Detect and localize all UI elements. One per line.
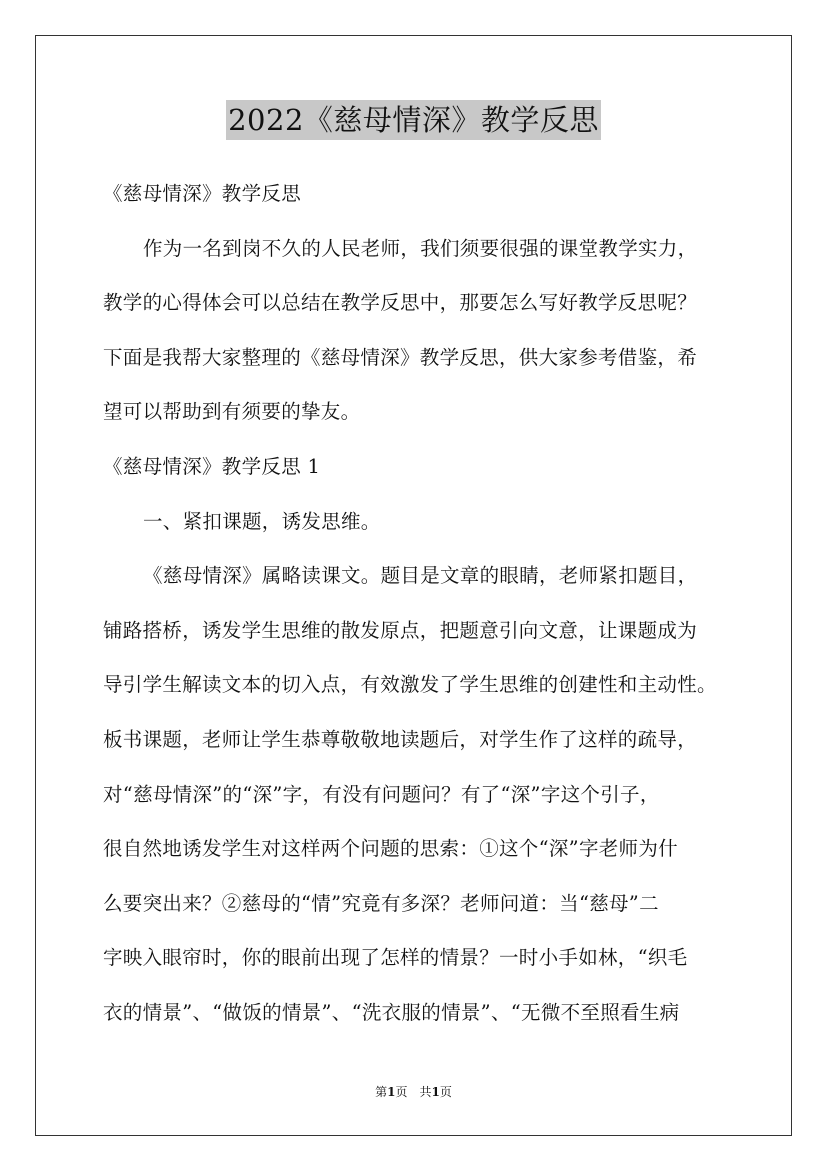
footer-total-suffix: 页 <box>439 1085 452 1099</box>
body-line: 字映入眼帘时，你的眼前出现了怎样的情景？一时小手如林，“织毛 <box>103 946 688 970</box>
body-line: 一、紧扣课题，诱发思维。 <box>143 509 381 533</box>
body-line: 衣的情景”、“做饭的情景”、“洗衣服的情景”、“无微不至照看生病 <box>103 1000 680 1024</box>
body-line: 《慈母情深》教学反思 1 <box>103 454 321 478</box>
title-container <box>0 100 827 140</box>
body-line: 很自然地诱发学生对这样两个问题的思索：①这个“深”字老师为什 <box>103 837 678 861</box>
body-line: 板书课题，老师让学生恭尊敬敬地读题后，对学生作了这样的疏导， <box>103 727 698 751</box>
body-line: 么要突出来？②慈母的“情”究竟有多深？老师问道：当“慈母”二 <box>103 891 659 915</box>
body-line: 作为一名到岗不久的人民老师，我们须要很强的课堂教学实力， <box>143 236 698 260</box>
footer-page-suffix: 页 共 <box>395 1085 432 1099</box>
body-line: 《慈母情深》教学反思 <box>103 182 302 205</box>
document-body <box>103 170 743 1044</box>
body-line: 下面是我帮大家整理的《慈母情深》教学反思，供大家参考借鉴，希 <box>103 345 698 369</box>
body-line: 铺路搭桥，诱发学生思维的散发原点，把题意引向文意，让课题成为 <box>103 618 698 642</box>
document-title: 2022《慈母情深》教学反思 <box>226 100 601 140</box>
footer-page-number: 1 <box>387 1085 396 1099</box>
footer-total-pages: 1 <box>431 1085 440 1099</box>
footer-page-prefix: 第 <box>375 1085 388 1099</box>
body-line: 《慈母情深》属略读课文。题目是文章的眼睛，老师紧扣题目， <box>143 564 698 588</box>
body-line: 望可以帮助到有须要的挚友。 <box>103 400 361 424</box>
body-line: 教学的心得体会可以总结在教学反思中，那要怎么写好教学反思呢？ <box>103 291 698 315</box>
body-line: 对“慈母情深”的“深”字，有没有问题问？有了“深”字这个引子， <box>103 782 660 806</box>
page-footer <box>0 1084 827 1100</box>
body-line: 导引学生解读文本的切入点，有效激发了学生思维的创建性和主动性。 <box>103 673 717 697</box>
